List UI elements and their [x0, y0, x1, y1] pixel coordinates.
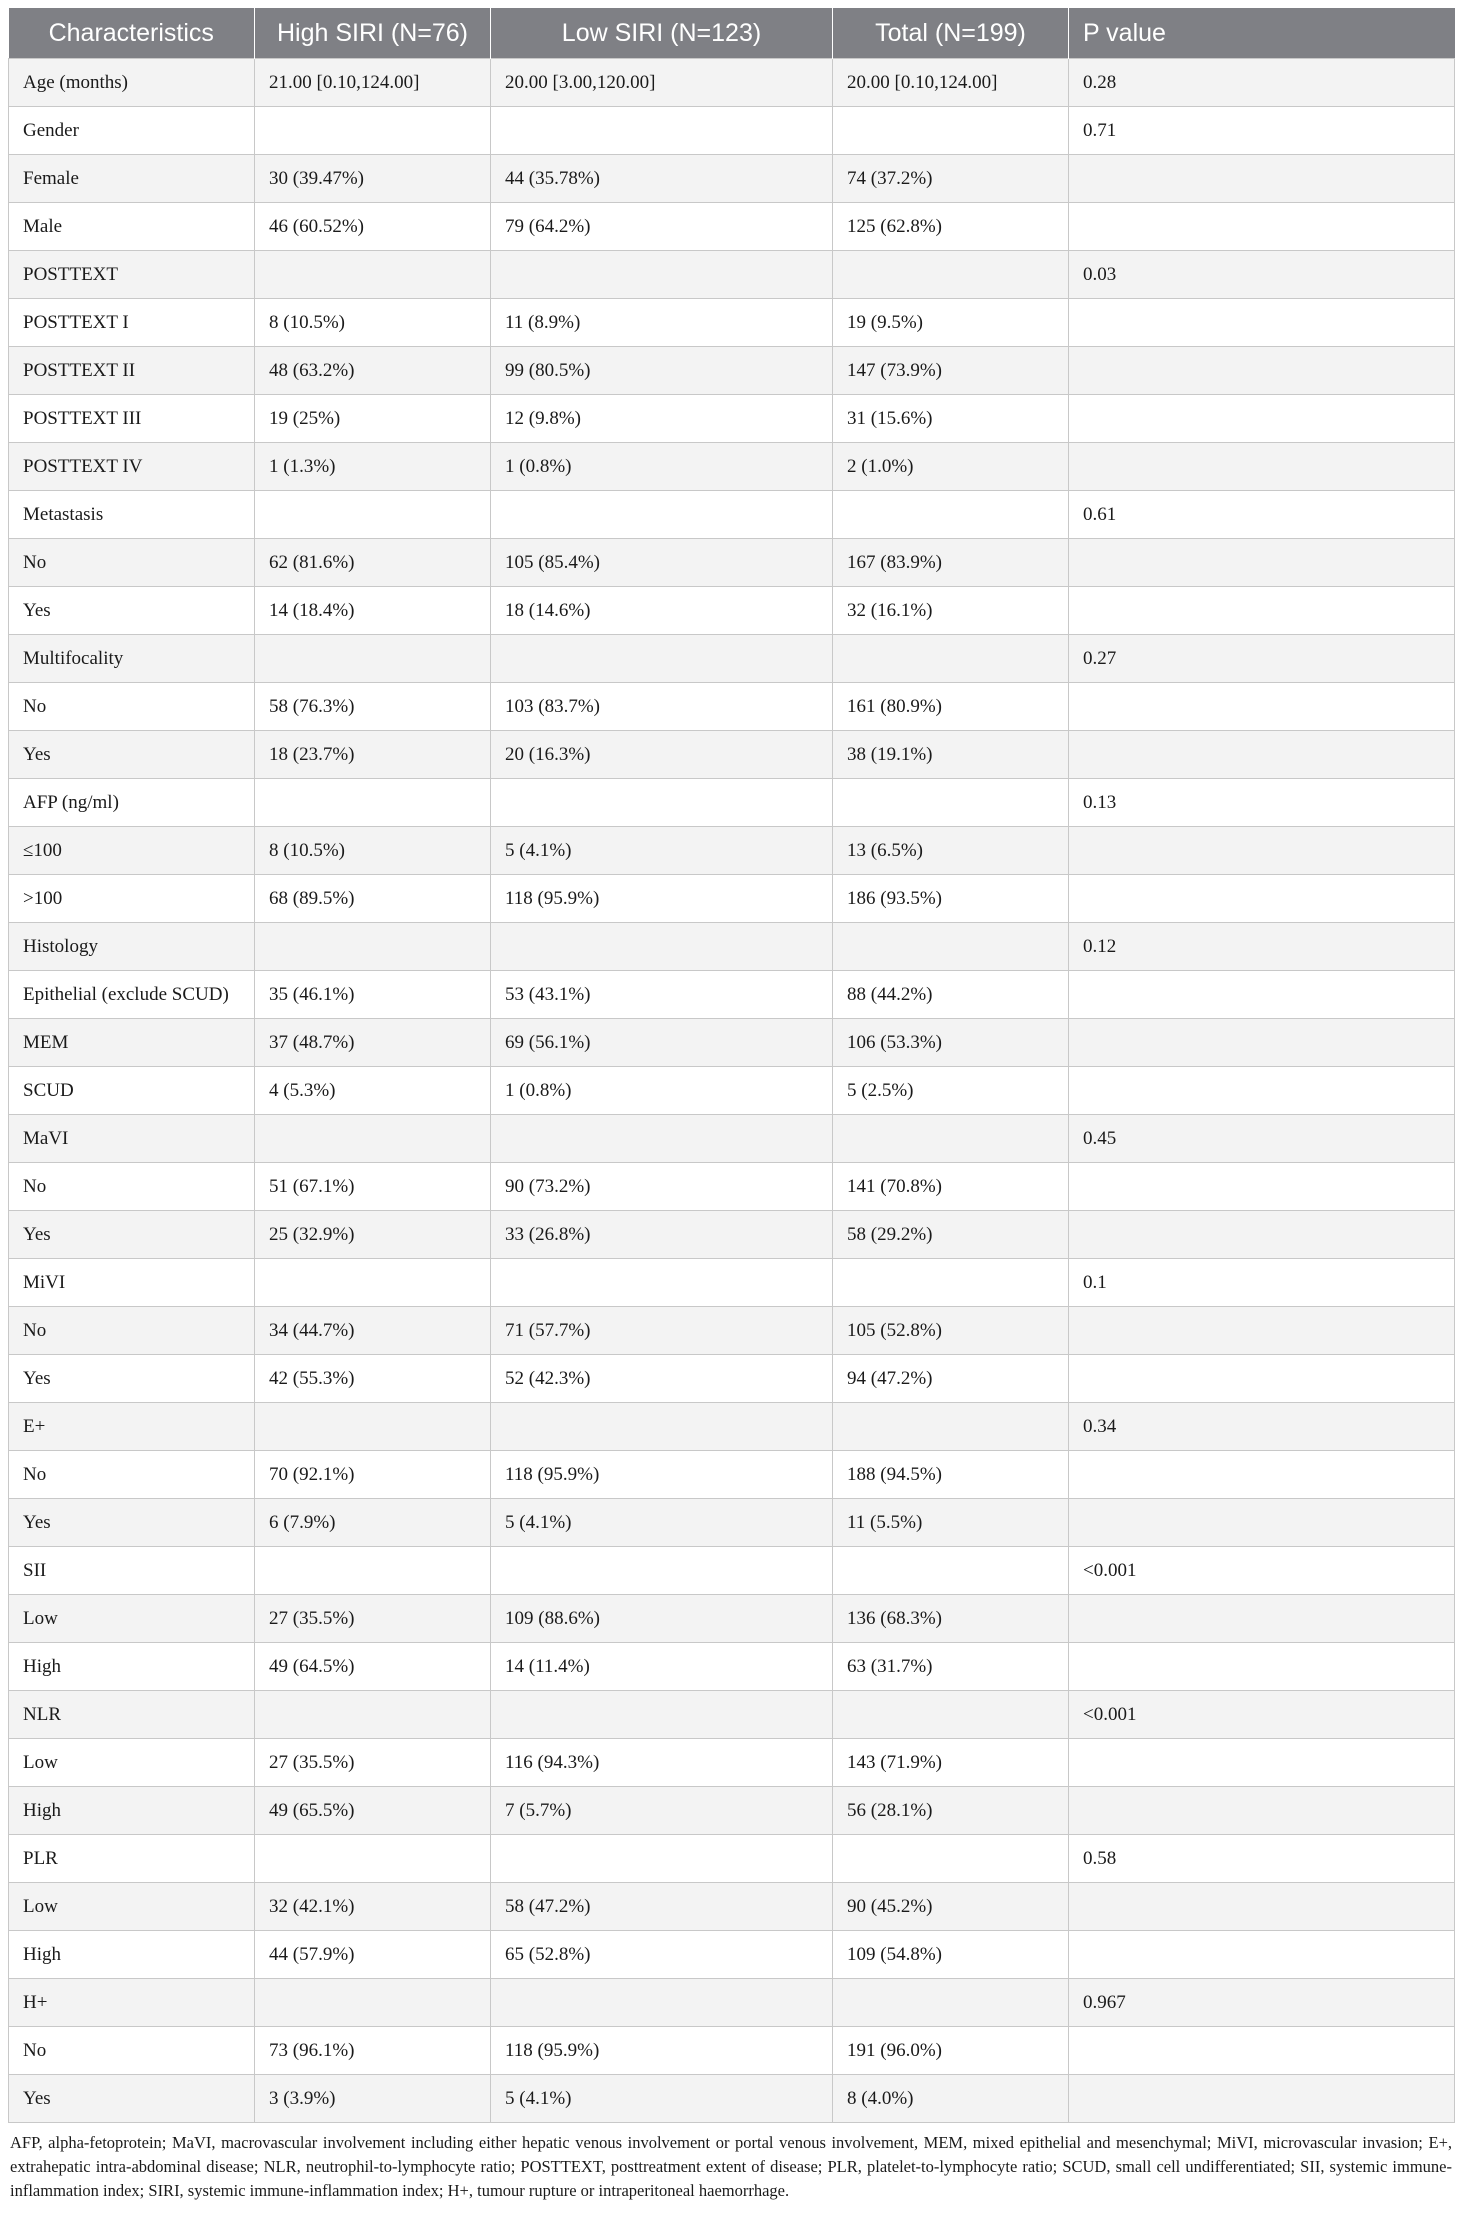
cell-total: 105 (52.8%): [833, 1307, 1069, 1355]
table-row: [9, 1355, 1455, 1403]
cell-high-siri: 42 (55.3%): [255, 1355, 491, 1403]
header-row: [9, 8, 1455, 59]
cell-low-siri: [491, 779, 833, 827]
table-row: [9, 1067, 1455, 1115]
cell-p-value: [1069, 2075, 1455, 2123]
cell-characteristic: POSTTEXT I: [9, 299, 255, 347]
cell-high-siri: 37 (48.7%): [255, 1019, 491, 1067]
table-row: [9, 683, 1455, 731]
cell-p-value: <0.001: [1069, 1547, 1455, 1595]
cell-low-siri: [491, 1259, 833, 1307]
table-row: [9, 395, 1455, 443]
cell-low-siri: 1 (0.8%): [491, 1067, 833, 1115]
cell-p-value: [1069, 1355, 1455, 1403]
cell-total: 32 (16.1%): [833, 587, 1069, 635]
cell-p-value: 0.28: [1069, 59, 1455, 107]
cell-total: 19 (9.5%): [833, 299, 1069, 347]
cell-low-siri: 118 (95.9%): [491, 875, 833, 923]
cell-high-siri: [255, 251, 491, 299]
cell-p-value: [1069, 1019, 1455, 1067]
cell-high-siri: 27 (35.5%): [255, 1739, 491, 1787]
cell-characteristic: Yes: [9, 731, 255, 779]
table-row: [9, 347, 1455, 395]
cell-total: 31 (15.6%): [833, 395, 1069, 443]
table-row: [9, 1835, 1455, 1883]
cell-high-siri: 8 (10.5%): [255, 827, 491, 875]
cell-characteristic: POSTTEXT II: [9, 347, 255, 395]
table-footnote: AFP, alpha-fetoprotein; MaVI, macrovascular involvement including either hepatic venous involvement or portal venous involvement, MEM, mixed epithelial and mesenchymal; MiVI, microvascular invasion; E+, extrahepatic intra-abdominal disease; NLR, neutrophil-to-lymphocyte ratio; POSTTEXT, posttreatment extent of disease; PLR, platelet-to-lymphocyte ratio; SCUD, small cell undifferentiated; SII, systemic immune-inflammation index; SIRI, systemic immune-inflammation index; H+, tumour rupture or intraperitoneal haemorrhage.: [10, 2133, 1452, 2200]
cell-p-value: [1069, 827, 1455, 875]
cell-low-siri: 20.00 [3.00,120.00]: [491, 59, 833, 107]
cell-total: 125 (62.8%): [833, 203, 1069, 251]
cell-p-value: [1069, 1163, 1455, 1211]
header-p-value: P value: [1069, 8, 1455, 59]
cell-total: 90 (45.2%): [833, 1883, 1069, 1931]
cell-high-siri: 27 (35.5%): [255, 1595, 491, 1643]
cell-total: [833, 1979, 1069, 2027]
cell-high-siri: 6 (7.9%): [255, 1499, 491, 1547]
cell-total: 136 (68.3%): [833, 1595, 1069, 1643]
cell-total: 58 (29.2%): [833, 1211, 1069, 1259]
cell-p-value: [1069, 443, 1455, 491]
cell-low-siri: 69 (56.1%): [491, 1019, 833, 1067]
cell-p-value: 0.61: [1069, 491, 1455, 539]
cell-p-value: [1069, 1595, 1455, 1643]
table-row: [9, 827, 1455, 875]
cell-total: [833, 1259, 1069, 1307]
cell-p-value: [1069, 1067, 1455, 1115]
cell-total: [833, 779, 1069, 827]
cell-p-value: 0.1: [1069, 1259, 1455, 1307]
table-row: [9, 491, 1455, 539]
table-row: [9, 779, 1455, 827]
cell-low-siri: [491, 1547, 833, 1595]
cell-high-siri: 70 (92.1%): [255, 1451, 491, 1499]
cell-characteristic: High: [9, 1787, 255, 1835]
cell-high-siri: 3 (3.9%): [255, 2075, 491, 2123]
cell-total: 109 (54.8%): [833, 1931, 1069, 1979]
characteristics-table: [8, 8, 1455, 2123]
cell-total: 63 (31.7%): [833, 1643, 1069, 1691]
table-row: [9, 107, 1455, 155]
table-row: [9, 971, 1455, 1019]
cell-characteristic: POSTTEXT III: [9, 395, 255, 443]
cell-total: 8 (4.0%): [833, 2075, 1069, 2123]
cell-low-siri: [491, 251, 833, 299]
cell-total: 38 (19.1%): [833, 731, 1069, 779]
cell-characteristic: SII: [9, 1547, 255, 1595]
cell-total: 94 (47.2%): [833, 1355, 1069, 1403]
cell-low-siri: 14 (11.4%): [491, 1643, 833, 1691]
cell-p-value: [1069, 683, 1455, 731]
cell-p-value: 0.13: [1069, 779, 1455, 827]
table-row: [9, 1499, 1455, 1547]
cell-characteristic: MiVI: [9, 1259, 255, 1307]
cell-total: 74 (37.2%): [833, 155, 1069, 203]
cell-high-siri: 18 (23.7%): [255, 731, 491, 779]
cell-low-siri: [491, 107, 833, 155]
cell-high-siri: 46 (60.52%): [255, 203, 491, 251]
cell-high-siri: 25 (32.9%): [255, 1211, 491, 1259]
cell-characteristic: High: [9, 1931, 255, 1979]
table-row: [9, 2075, 1455, 2123]
cell-low-siri: 5 (4.1%): [491, 2075, 833, 2123]
cell-characteristic: E+: [9, 1403, 255, 1451]
cell-p-value: 0.27: [1069, 635, 1455, 683]
cell-total: 191 (96.0%): [833, 2027, 1069, 2075]
header-characteristics: Characteristics: [9, 8, 255, 59]
cell-high-siri: 4 (5.3%): [255, 1067, 491, 1115]
cell-characteristic: Gender: [9, 107, 255, 155]
cell-total: 88 (44.2%): [833, 971, 1069, 1019]
header-total: Total (N=199): [833, 8, 1069, 59]
cell-p-value: 0.12: [1069, 923, 1455, 971]
cell-p-value: [1069, 587, 1455, 635]
cell-total: [833, 491, 1069, 539]
cell-characteristic: POSTTEXT: [9, 251, 255, 299]
cell-p-value: [1069, 539, 1455, 587]
cell-total: [833, 107, 1069, 155]
table-row: [9, 1547, 1455, 1595]
cell-total: 2 (1.0%): [833, 443, 1069, 491]
cell-low-siri: 1 (0.8%): [491, 443, 833, 491]
cell-characteristic: >100: [9, 875, 255, 923]
cell-low-siri: 116 (94.3%): [491, 1739, 833, 1787]
table-row: [9, 1307, 1455, 1355]
cell-total: 141 (70.8%): [833, 1163, 1069, 1211]
cell-low-siri: [491, 923, 833, 971]
cell-total: 13 (6.5%): [833, 827, 1069, 875]
cell-high-siri: 1 (1.3%): [255, 443, 491, 491]
table-row: [9, 1691, 1455, 1739]
cell-p-value: [1069, 299, 1455, 347]
cell-low-siri: [491, 635, 833, 683]
table-row: [9, 731, 1455, 779]
cell-high-siri: 21.00 [0.10,124.00]: [255, 59, 491, 107]
cell-low-siri: 90 (73.2%): [491, 1163, 833, 1211]
cell-high-siri: 73 (96.1%): [255, 2027, 491, 2075]
cell-p-value: [1069, 1499, 1455, 1547]
cell-low-siri: 12 (9.8%): [491, 395, 833, 443]
table-row: [9, 1163, 1455, 1211]
cell-p-value: [1069, 155, 1455, 203]
table-row: [9, 1595, 1455, 1643]
table-row: [9, 1451, 1455, 1499]
table-row: [9, 443, 1455, 491]
cell-total: 143 (71.9%): [833, 1739, 1069, 1787]
header-high-siri: High SIRI (N=76): [255, 8, 491, 59]
cell-total: 161 (80.9%): [833, 683, 1069, 731]
cell-low-siri: 118 (95.9%): [491, 1451, 833, 1499]
cell-total: 106 (53.3%): [833, 1019, 1069, 1067]
cell-low-siri: [491, 1691, 833, 1739]
cell-low-siri: 20 (16.3%): [491, 731, 833, 779]
cell-low-siri: [491, 1979, 833, 2027]
cell-low-siri: 103 (83.7%): [491, 683, 833, 731]
cell-characteristic: SCUD: [9, 1067, 255, 1115]
cell-low-siri: 99 (80.5%): [491, 347, 833, 395]
cell-low-siri: 118 (95.9%): [491, 2027, 833, 2075]
cell-low-siri: 71 (57.7%): [491, 1307, 833, 1355]
cell-high-siri: 14 (18.4%): [255, 587, 491, 635]
cell-high-siri: 30 (39.47%): [255, 155, 491, 203]
cell-total: 147 (73.9%): [833, 347, 1069, 395]
cell-p-value: [1069, 1307, 1455, 1355]
cell-low-siri: 53 (43.1%): [491, 971, 833, 1019]
table-row: [9, 1403, 1455, 1451]
cell-characteristic: Multifocality: [9, 635, 255, 683]
cell-high-siri: 35 (46.1%): [255, 971, 491, 1019]
cell-characteristic: Female: [9, 155, 255, 203]
cell-high-siri: 49 (65.5%): [255, 1787, 491, 1835]
cell-low-siri: [491, 1403, 833, 1451]
cell-characteristic: Low: [9, 1595, 255, 1643]
table-row: [9, 1931, 1455, 1979]
cell-high-siri: [255, 779, 491, 827]
cell-characteristic: MEM: [9, 1019, 255, 1067]
cell-high-siri: [255, 107, 491, 155]
cell-p-value: [1069, 1931, 1455, 1979]
table-row: [9, 203, 1455, 251]
cell-total: 188 (94.5%): [833, 1451, 1069, 1499]
cell-characteristic: Yes: [9, 1211, 255, 1259]
table-row: [9, 923, 1455, 971]
cell-characteristic: PLR: [9, 1835, 255, 1883]
table-row: [9, 1787, 1455, 1835]
cell-low-siri: [491, 491, 833, 539]
table-row: [9, 1211, 1455, 1259]
cell-p-value: 0.45: [1069, 1115, 1455, 1163]
cell-low-siri: [491, 1115, 833, 1163]
header-low-siri: Low SIRI (N=123): [491, 8, 833, 59]
table-container: [8, 8, 1454, 2203]
cell-characteristic: Histology: [9, 923, 255, 971]
cell-p-value: [1069, 395, 1455, 443]
cell-p-value: [1069, 971, 1455, 1019]
table-header: [9, 8, 1455, 59]
cell-characteristic: ≤100: [9, 827, 255, 875]
cell-total: 186 (93.5%): [833, 875, 1069, 923]
table-row: [9, 587, 1455, 635]
cell-total: 5 (2.5%): [833, 1067, 1069, 1115]
cell-high-siri: [255, 635, 491, 683]
cell-characteristic: POSTTEXT IV: [9, 443, 255, 491]
cell-p-value: [1069, 1451, 1455, 1499]
cell-characteristic: Metastasis: [9, 491, 255, 539]
cell-p-value: 0.71: [1069, 107, 1455, 155]
cell-p-value: [1069, 347, 1455, 395]
cell-high-siri: [255, 923, 491, 971]
table-row: [9, 1979, 1455, 2027]
cell-characteristic: Low: [9, 1739, 255, 1787]
cell-total: [833, 1403, 1069, 1451]
cell-characteristic: No: [9, 2027, 255, 2075]
table-row: [9, 1883, 1455, 1931]
cell-characteristic: AFP (ng/ml): [9, 779, 255, 827]
cell-p-value: [1069, 1643, 1455, 1691]
cell-low-siri: 5 (4.1%): [491, 1499, 833, 1547]
cell-low-siri: 18 (14.6%): [491, 587, 833, 635]
cell-low-siri: 65 (52.8%): [491, 1931, 833, 1979]
cell-high-siri: [255, 1115, 491, 1163]
table-row: [9, 2027, 1455, 2075]
cell-characteristic: H+: [9, 1979, 255, 2027]
cell-p-value: [1069, 875, 1455, 923]
cell-p-value: 0.58: [1069, 1835, 1455, 1883]
cell-characteristic: No: [9, 1163, 255, 1211]
cell-characteristic: Low: [9, 1883, 255, 1931]
cell-low-siri: 44 (35.78%): [491, 155, 833, 203]
cell-high-siri: [255, 1691, 491, 1739]
cell-low-siri: 79 (64.2%): [491, 203, 833, 251]
table-row: [9, 59, 1455, 107]
cell-total: [833, 923, 1069, 971]
cell-characteristic: Yes: [9, 587, 255, 635]
cell-p-value: [1069, 1787, 1455, 1835]
table-row: [9, 1739, 1455, 1787]
cell-high-siri: 8 (10.5%): [255, 299, 491, 347]
cell-total: [833, 1691, 1069, 1739]
table-row: [9, 299, 1455, 347]
table-row: [9, 539, 1455, 587]
cell-characteristic: High: [9, 1643, 255, 1691]
cell-characteristic: Age (months): [9, 59, 255, 107]
table-row: [9, 1019, 1455, 1067]
cell-characteristic: NLR: [9, 1691, 255, 1739]
cell-p-value: 0.34: [1069, 1403, 1455, 1451]
cell-high-siri: [255, 1547, 491, 1595]
cell-high-siri: [255, 1259, 491, 1307]
table-row: [9, 1115, 1455, 1163]
table-body: [9, 59, 1455, 2123]
cell-high-siri: 48 (63.2%): [255, 347, 491, 395]
cell-characteristic: No: [9, 683, 255, 731]
cell-low-siri: [491, 1835, 833, 1883]
cell-high-siri: 44 (57.9%): [255, 1931, 491, 1979]
cell-total: [833, 251, 1069, 299]
table-row: [9, 155, 1455, 203]
cell-total: 11 (5.5%): [833, 1499, 1069, 1547]
cell-low-siri: 58 (47.2%): [491, 1883, 833, 1931]
cell-low-siri: 109 (88.6%): [491, 1595, 833, 1643]
cell-characteristic: Yes: [9, 1499, 255, 1547]
cell-total: [833, 635, 1069, 683]
cell-p-value: 0.03: [1069, 251, 1455, 299]
cell-total: 167 (83.9%): [833, 539, 1069, 587]
cell-high-siri: 19 (25%): [255, 395, 491, 443]
cell-high-siri: 51 (67.1%): [255, 1163, 491, 1211]
cell-characteristic: Male: [9, 203, 255, 251]
cell-characteristic: No: [9, 1307, 255, 1355]
cell-p-value: <0.001: [1069, 1691, 1455, 1739]
table-row: [9, 635, 1455, 683]
cell-high-siri: 58 (76.3%): [255, 683, 491, 731]
cell-p-value: [1069, 203, 1455, 251]
table-row: [9, 1643, 1455, 1691]
cell-characteristic: No: [9, 539, 255, 587]
cell-p-value: [1069, 1739, 1455, 1787]
cell-high-siri: 32 (42.1%): [255, 1883, 491, 1931]
cell-total: 20.00 [0.10,124.00]: [833, 59, 1069, 107]
cell-low-siri: 33 (26.8%): [491, 1211, 833, 1259]
cell-high-siri: 62 (81.6%): [255, 539, 491, 587]
cell-high-siri: [255, 491, 491, 539]
cell-high-siri: [255, 1835, 491, 1883]
cell-characteristic: No: [9, 1451, 255, 1499]
cell-high-siri: 34 (44.7%): [255, 1307, 491, 1355]
cell-characteristic: Epithelial (exclude SCUD): [9, 971, 255, 1019]
cell-high-siri: 68 (89.5%): [255, 875, 491, 923]
cell-characteristic: Yes: [9, 2075, 255, 2123]
cell-characteristic: Yes: [9, 1355, 255, 1403]
cell-p-value: 0.967: [1069, 1979, 1455, 2027]
table-row: [9, 1259, 1455, 1307]
cell-p-value: [1069, 731, 1455, 779]
cell-p-value: [1069, 1211, 1455, 1259]
cell-high-siri: 49 (64.5%): [255, 1643, 491, 1691]
cell-p-value: [1069, 2027, 1455, 2075]
cell-low-siri: 52 (42.3%): [491, 1355, 833, 1403]
cell-high-siri: [255, 1403, 491, 1451]
cell-low-siri: 105 (85.4%): [491, 539, 833, 587]
cell-total: [833, 1547, 1069, 1595]
table-row: [9, 251, 1455, 299]
cell-p-value: [1069, 1883, 1455, 1931]
cell-low-siri: 5 (4.1%): [491, 827, 833, 875]
cell-low-siri: 7 (5.7%): [491, 1787, 833, 1835]
cell-characteristic: MaVI: [9, 1115, 255, 1163]
cell-total: 56 (28.1%): [833, 1787, 1069, 1835]
cell-high-siri: [255, 1979, 491, 2027]
cell-low-siri: 11 (8.9%): [491, 299, 833, 347]
table-row: [9, 875, 1455, 923]
cell-total: [833, 1835, 1069, 1883]
cell-total: [833, 1115, 1069, 1163]
